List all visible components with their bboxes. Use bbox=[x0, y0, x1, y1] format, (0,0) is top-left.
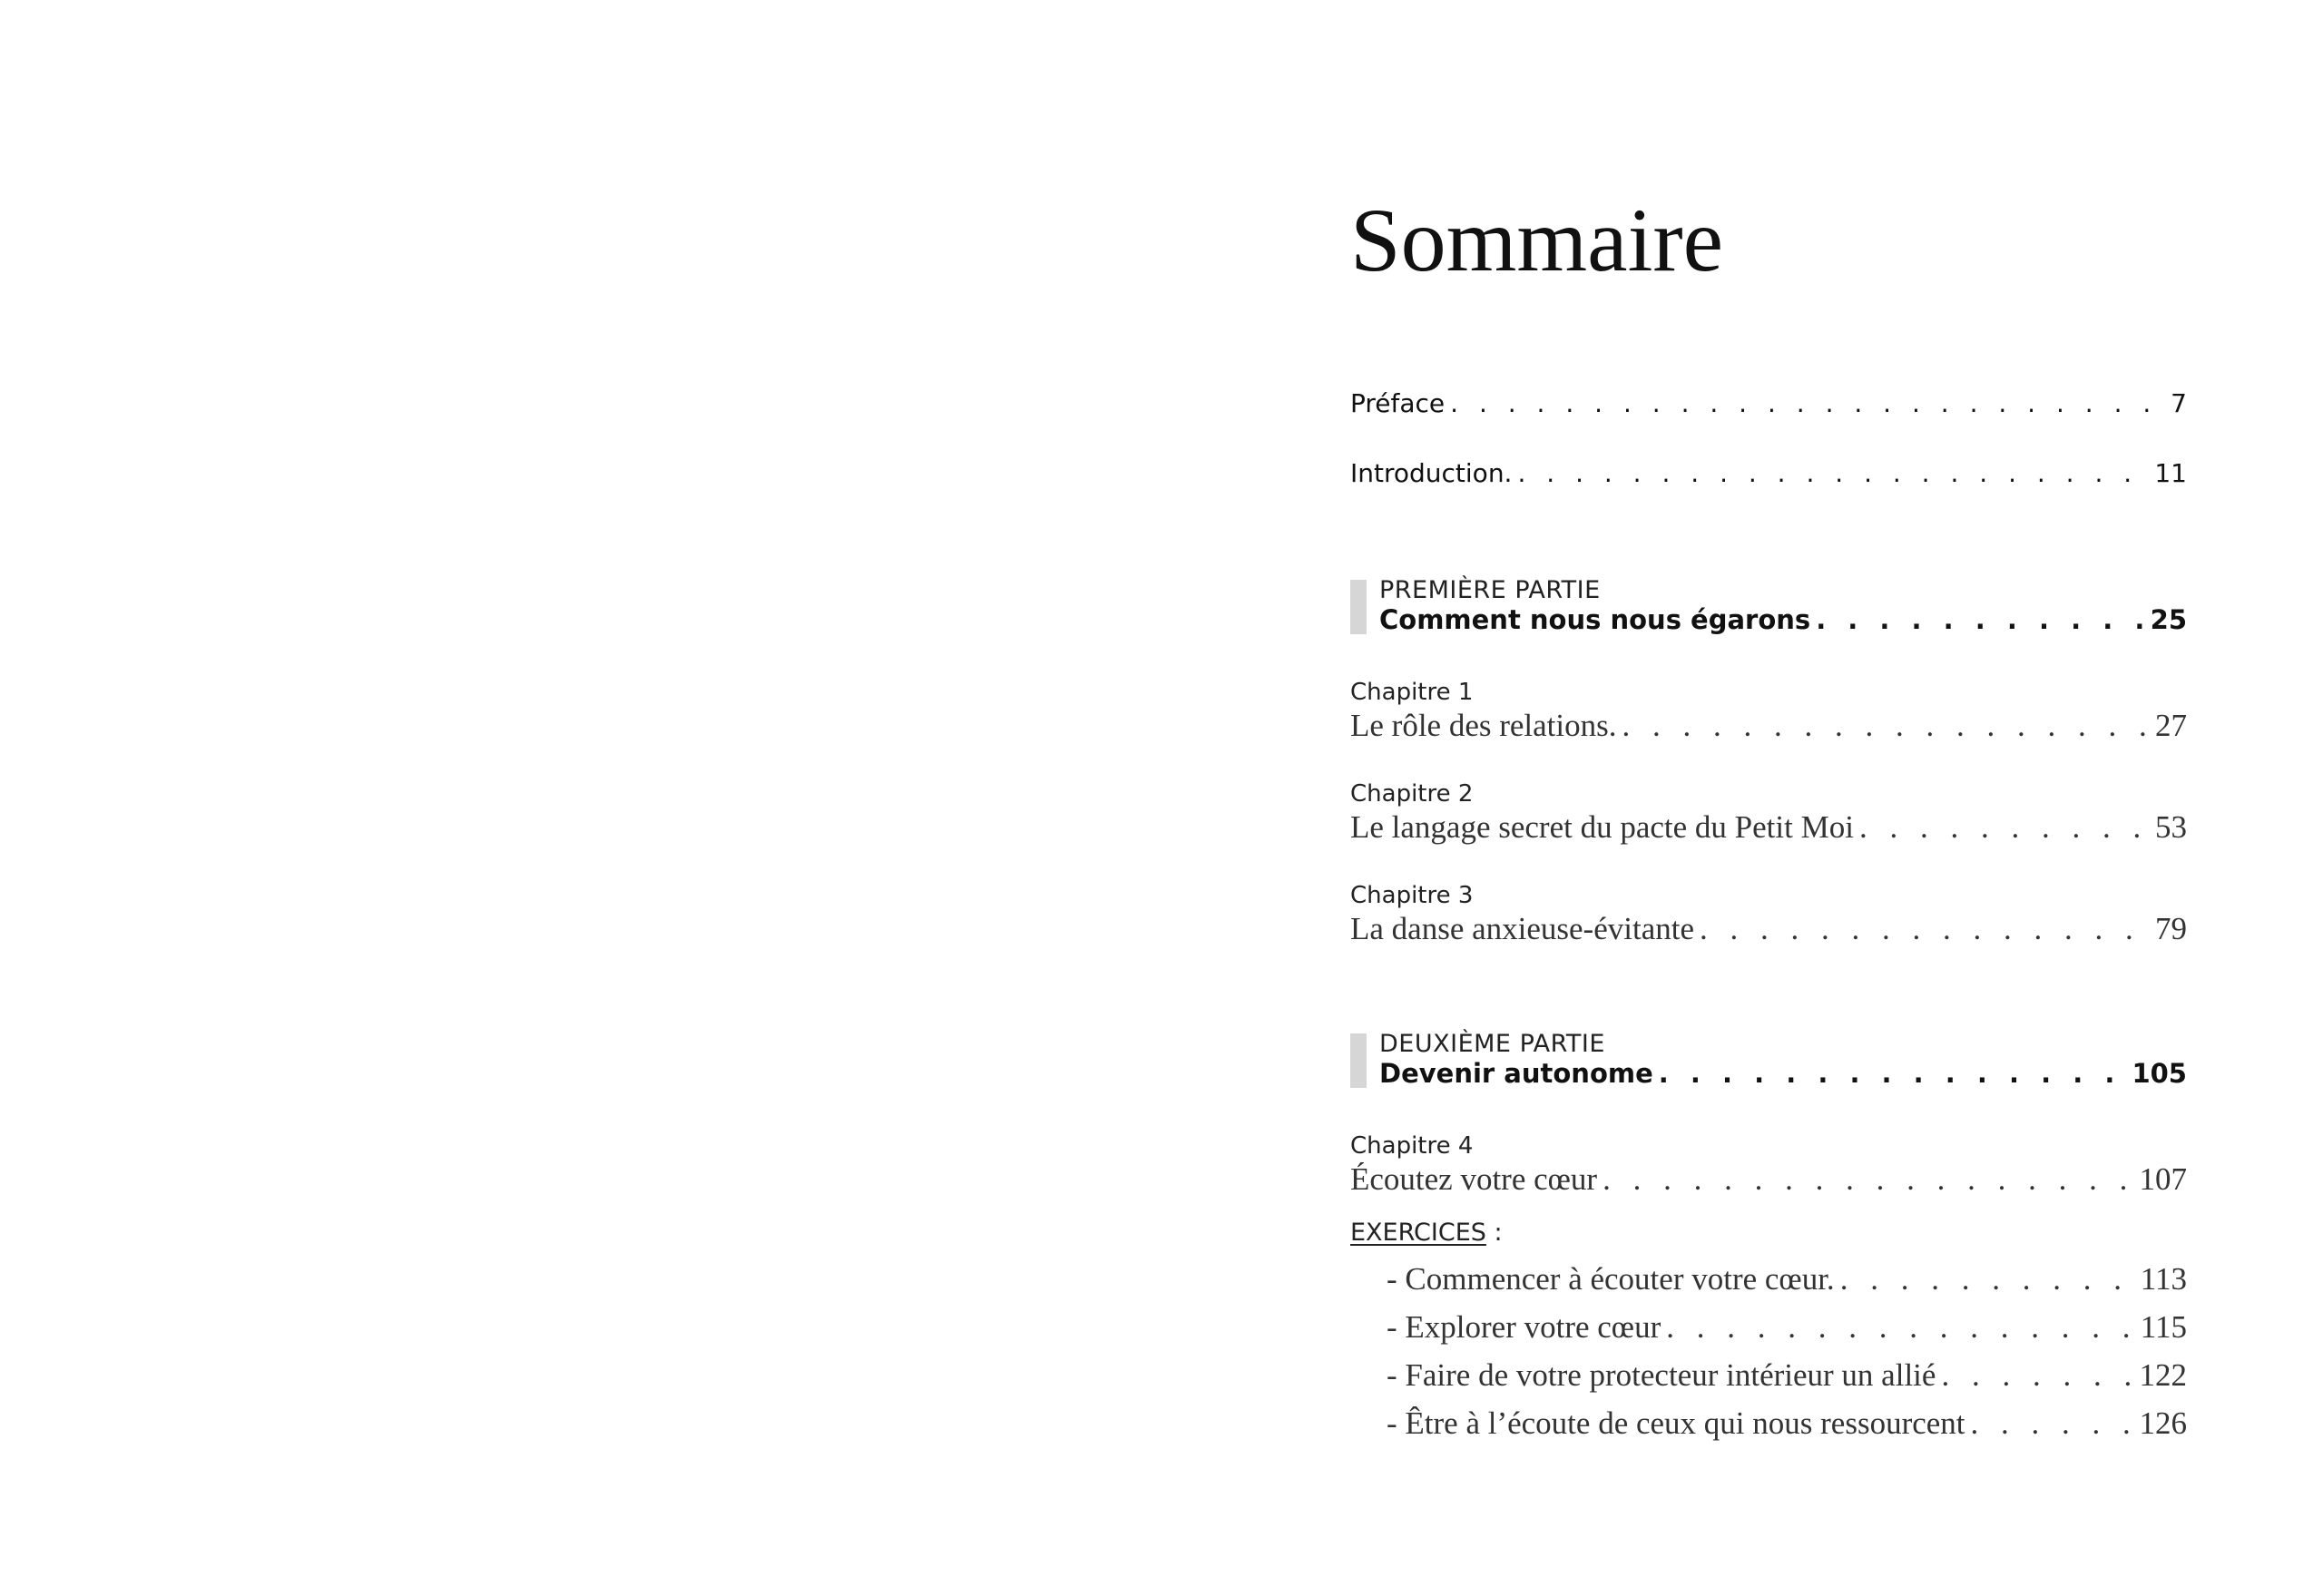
toc-entry-preface[interactable] bbox=[1350, 388, 2187, 418]
chapter-label: Chapitre 4 bbox=[1350, 1132, 1474, 1160]
chapter-title: Le langage secret du pacte du Petit Moi bbox=[1350, 809, 1854, 845]
toc-entry-introduction[interactable] bbox=[1350, 458, 2187, 488]
part-heading-2[interactable] bbox=[1350, 1030, 2187, 1089]
exercises-label: EXERCICES bbox=[1350, 1219, 1486, 1247]
dot-leader bbox=[1859, 809, 2150, 846]
dot-leader bbox=[1840, 1261, 2135, 1297]
toc-exercise-2[interactable] bbox=[1387, 1309, 2187, 1346]
dot-leader bbox=[1941, 1357, 2133, 1394]
dot-leader bbox=[1622, 708, 2150, 744]
toc-chapter-1[interactable] bbox=[1350, 679, 2187, 744]
chapter-title: Le rôle des relations. bbox=[1350, 708, 1617, 743]
exercise-title: - Être à l’écoute de ceux qui nous ressourcent bbox=[1387, 1405, 1965, 1441]
chapter-page: 79 bbox=[2155, 911, 2187, 946]
dot-leader bbox=[1700, 911, 2150, 947]
dot-leader bbox=[1971, 1405, 2134, 1442]
chapter-title: La danse anxieuse-évitante bbox=[1350, 911, 1694, 946]
toc-exercise-1[interactable] bbox=[1387, 1261, 2187, 1297]
exercise-page: 126 bbox=[2139, 1405, 2187, 1441]
part-marker-bar bbox=[1350, 580, 1367, 634]
part-page: 25 bbox=[2150, 604, 2187, 635]
part-kicker: PREMIÈRE PARTIE bbox=[1379, 576, 1601, 604]
toc-entry-label: Introduction. bbox=[1350, 458, 1513, 488]
part-title: Comment nous nous égarons bbox=[1379, 604, 1811, 635]
chapter-title: Écoutez votre cœur bbox=[1350, 1161, 1598, 1197]
exercise-title: - Commencer à écouter votre cœur. bbox=[1387, 1261, 1835, 1297]
part-title: Devenir autonome bbox=[1379, 1058, 1653, 1089]
chapter-label: Chapitre 1 bbox=[1350, 679, 1474, 706]
exercise-title: - Faire de votre protecteur intérieur un allié bbox=[1387, 1357, 1936, 1393]
exercise-page: 122 bbox=[2139, 1357, 2187, 1393]
exercise-page: 115 bbox=[2140, 1309, 2187, 1345]
dot-leader bbox=[1517, 458, 2149, 488]
toc-entry-page: 7 bbox=[2171, 388, 2187, 418]
part-heading-1[interactable] bbox=[1350, 576, 2187, 635]
dot-leader bbox=[1450, 388, 2165, 418]
toc-exercise-4[interactable] bbox=[1387, 1405, 2187, 1442]
toc-chapter-4[interactable] bbox=[1350, 1132, 2187, 1198]
dot-leader bbox=[1816, 604, 2144, 635]
part-page: 105 bbox=[2132, 1058, 2187, 1089]
chapter-page: 107 bbox=[2139, 1161, 2187, 1197]
toc-chapter-3[interactable] bbox=[1350, 882, 2187, 947]
chapter-page: 27 bbox=[2155, 708, 2187, 743]
exercises-heading bbox=[1350, 1219, 1503, 1247]
chapter-page: 53 bbox=[2155, 809, 2187, 845]
exercise-page: 113 bbox=[2140, 1261, 2187, 1297]
chapter-label: Chapitre 3 bbox=[1350, 882, 1474, 909]
toc-exercise-3[interactable] bbox=[1387, 1357, 2187, 1394]
exercise-title: - Explorer votre cœur bbox=[1387, 1309, 1661, 1345]
dot-leader bbox=[1666, 1309, 2135, 1346]
dot-leader bbox=[1659, 1058, 2127, 1089]
toc-chapter-2[interactable] bbox=[1350, 780, 2187, 846]
chapter-label: Chapitre 2 bbox=[1350, 780, 1474, 808]
toc-entry-label: Préface bbox=[1350, 388, 1446, 418]
exercises-suffix: : bbox=[1485, 1219, 1503, 1247]
page-title: Sommaire bbox=[1350, 190, 1724, 290]
part-marker-bar bbox=[1350, 1033, 1367, 1088]
dot-leader bbox=[1603, 1161, 2133, 1198]
toc-entry-page: 11 bbox=[2154, 458, 2187, 488]
part-kicker: DEUXIÈME PARTIE bbox=[1379, 1030, 1605, 1058]
